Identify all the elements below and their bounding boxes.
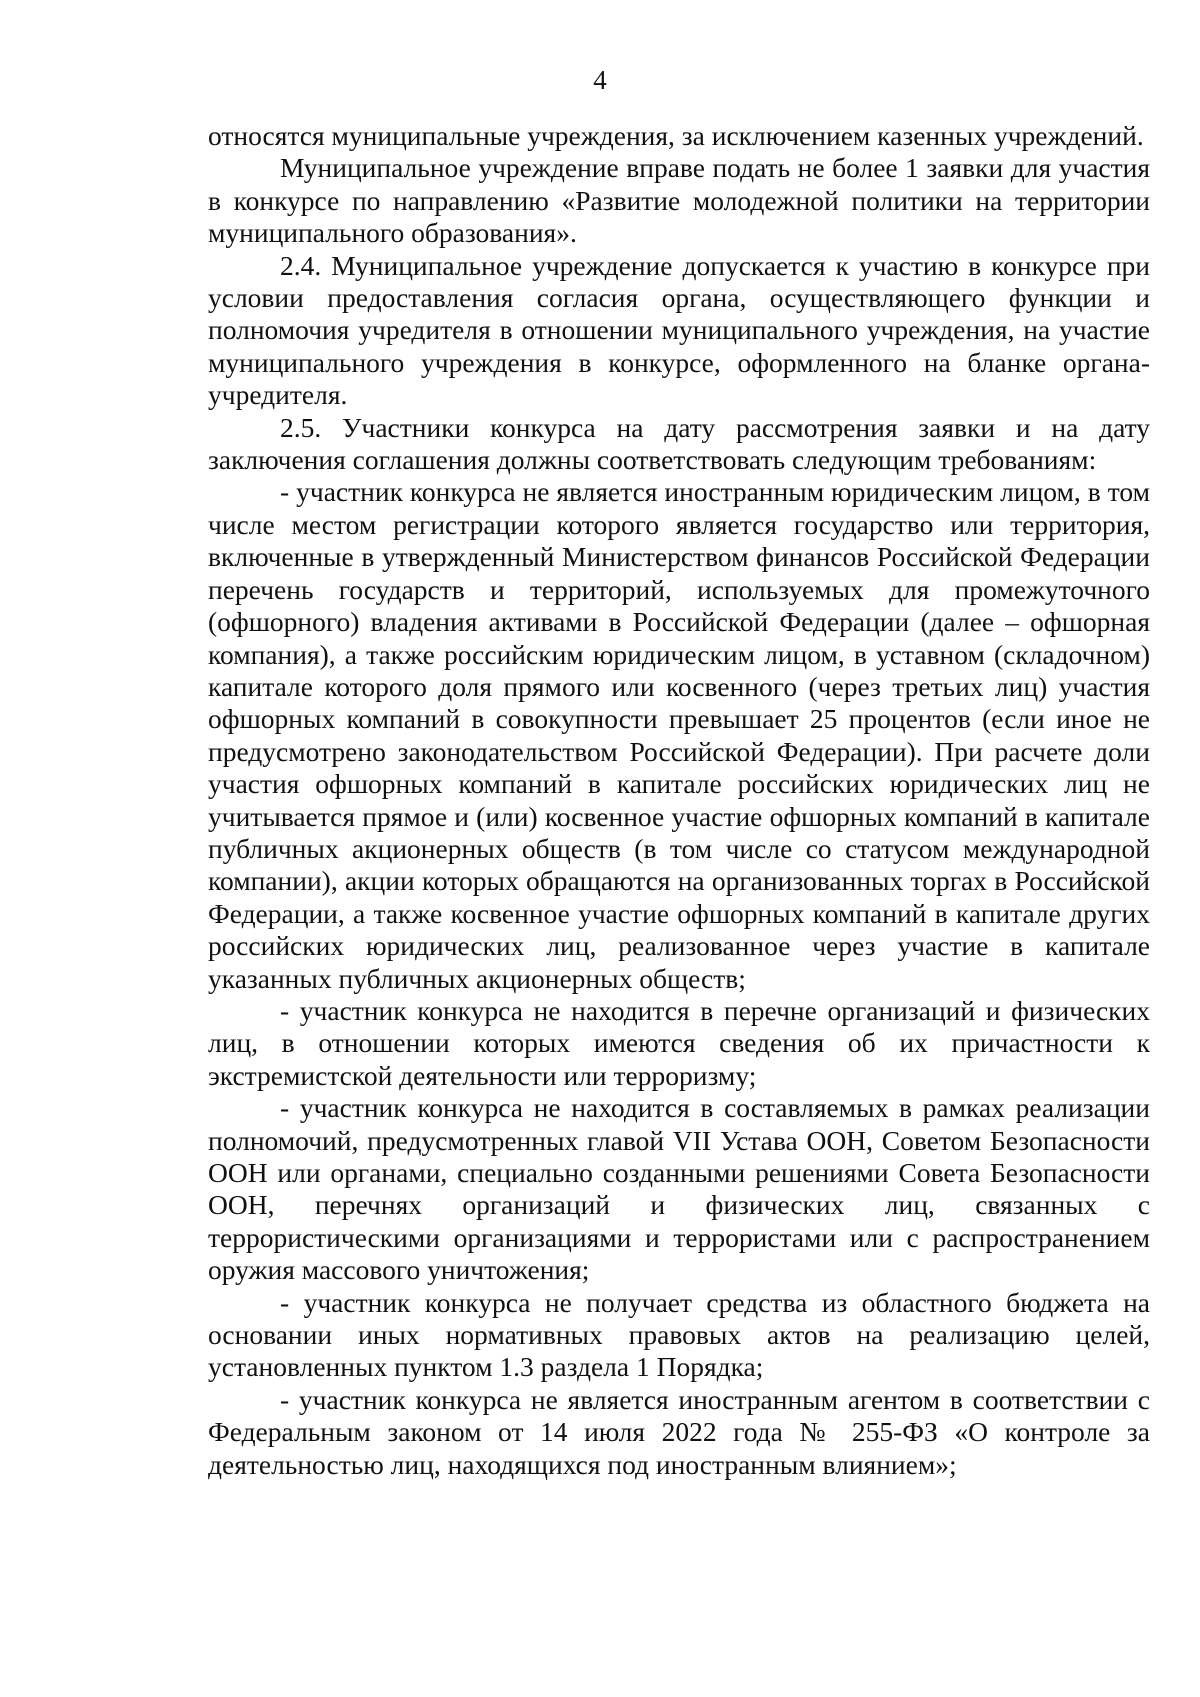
requirement-not-extremist: - участник конкурса не находится в перечне организаций и физических лиц, в отношении которых имеются сведения об их причастности к экстремистской деятельности или терроризму; (208, 994, 1150, 1091)
paragraph-2-5: 2.5. Участники конкурса на дату рассмотрения заявки и на дату заключения соглашения должны соответствовать следующим требованиям: (208, 411, 1150, 476)
requirement-not-offshore: - участник конкурса не является иностранным юридическим лицом, в том числе местом регистрации которого является государство или территория, включенные в утвержденный Министерством финансов Российской Федерации перечень государств и территорий, используемых для промежуточного (офшорного) владения активами в Российской Федерации (далее – офшорная компания), а также российским юридическим лицом, в уставном (складочном) капитале которого доля прямого или косвенного (через третьих лиц) участия офшорных компаний в совокупности превышает 25 процентов (если иное не предусмотрено законодательством Российской Федерации). При расчете доли участия офшорных компаний в капитале российских юридических лиц не учитывается прямое и (или) косвенное участие офшорных компаний в капитале публичных акционерных обществ (в том числе со статусом международной компании), акции которых обращаются на организованных торгах в Российской Федерации, а также косвенное участие офшорных компаний в капитале других российских юридических лиц, реализованное через участие в капитале указанных публичных акционерных обществ; (208, 476, 1150, 994)
paragraph-continuation: относятся муниципальные учреждения, за исключением казенных учреждений. (208, 120, 1144, 151)
paragraph-2-4: 2.4. Муниципальное учреждение допускается к участию в конкурсе при условии предоставления согласия органа, осуществляющего функции и полномочия учредителя в отношении муниципального учреждения, на участие муниципального учреждения в конкурсе, оформленного на бланке органа-учредителя. (208, 249, 1150, 411)
document-body (208, 120, 1150, 1481)
requirement-not-foreign-agent: - участник конкурса не является иностранным агентом в соответствии с Федеральным законом от 14 июля 2022 года № 255-ФЗ «О контроле за деятельностью лиц, находящихся под иностранным влиянием»; (208, 1383, 1150, 1480)
requirement-no-regional-funds: - участник конкурса не получает средства из областного бюджета на основании иных нормативных правовых актов на реализацию целей, установленных пунктом 1.3 раздела 1 Порядка; (208, 1286, 1150, 1383)
paragraph-application-limit: Муниципальное учреждение вправе подать не более 1 заявки для участия в конкурсе по направлению «Развитие молодежной политики на территории муниципального образования». (208, 152, 1150, 249)
page-number: 4 (593, 65, 607, 95)
requirement-not-un-list: - участник конкурса не находится в составляемых в рамках реализации полномочий, предусмотренных главой VII Устава ООН, Советом Безопасности ООН или органами, специально созданными решениями Совета Безопасности ООН, перечнях организаций и физических лиц, связанных с террористическими организациями и террористами или с распространением оружия массового уничтожения; (208, 1092, 1150, 1286)
